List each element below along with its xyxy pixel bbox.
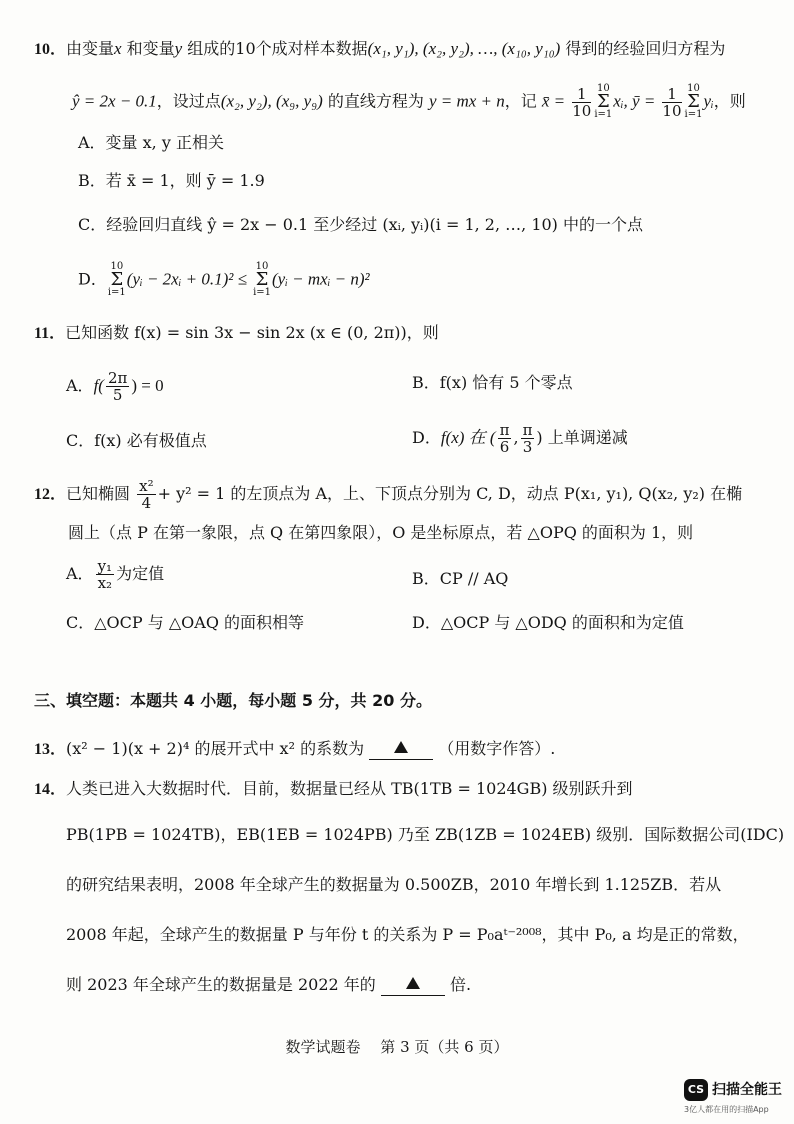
q12-option-c: C．△OCP 与 △OAQ 的面积相等 xyxy=(66,613,305,632)
q14-number: 14． xyxy=(34,781,67,798)
q11-a-fraction: $\frac{2\pi}{5}$ xyxy=(107,369,128,404)
q11-option-d: D．f(x) 在 ( $\frac{\pi}{6}$ , $\frac{\pi}{3}$ ) 上单调递减 xyxy=(412,421,628,456)
q14-line1: 14．人类已进入大数据时代．目前，数据量已经从 TB(1TB = 1024GB) 级别跃升到 xyxy=(34,779,633,798)
q12-ellipse-fraction: $\frac{\text{x²}}{4}$ xyxy=(139,477,154,512)
q13-stem: 13．(x² − 1)(x + 2)⁴ 的展开式中 x² 的系数为 （用数字作答）. xyxy=(34,739,556,758)
q10-d-sum-left: 10 Σ i=1 xyxy=(107,261,126,298)
q11-option-b: B．f(x) 恰有 5 个零点 xyxy=(412,373,573,392)
q11-option-a: A．f( $\frac{2\pi}{5}$ ) = 0 xyxy=(66,369,164,404)
q10-option-b: B．若 x̄ = 1，则 ȳ = 1.9 xyxy=(78,171,265,190)
camscanner-logo xyxy=(684,1077,792,1117)
logo-subtitle: 3亿人都在用的扫描App xyxy=(684,1105,769,1114)
q10-ybar-sum: 10 Σ i=1 xyxy=(684,83,703,120)
q12-number: 12． xyxy=(34,486,67,503)
page-footer: 数学试题卷 第 3 页（共 6 页） xyxy=(285,1038,509,1056)
q10-line2: ŷ = 2x − 0.1，设过点(x₂, y₂), (x₉, y₉) 的直线方程为 y = mx + n，记 x̄ = $\frac{1}{10}$ 10 Σ i=1 xᵢ, ȳ = $\frac{1}{10}$ 10 Σ i=1 yᵢ，则 xyxy=(72,83,746,120)
q11-d-fraction-2: $\frac{\pi}{3}$ xyxy=(522,421,533,456)
q12-option-d: D．△OCP 与 △ODQ 的面积和为定值 xyxy=(412,613,684,632)
q11-d-fraction-1: $\frac{\pi}{6}$ xyxy=(499,421,510,456)
q12-option-b: B．CP // AQ xyxy=(412,569,509,588)
q12-a-fraction: $\frac{\text{y₁}}{\text{x₂}}$ xyxy=(97,557,113,592)
q10-xbar-sum: 10 Σ i=1 xyxy=(594,83,613,120)
q11-stem: 11．已知函数 f(x) = sin 3x − sin 2x (x ∈ (0, 2π))，则 xyxy=(34,323,439,342)
q10-xbar-fraction: $\frac{1}{10}$ xyxy=(572,84,592,120)
q14-line2: PB(1PB = 1024TB)，EB(1EB = 1024PB) 乃至 ZB(1ZB = 1024EB) 级别．国际数据公司(IDC) xyxy=(66,825,785,844)
q12-line2: 圆上（点 P 在第一象限，点 Q 在第四象限），O 是坐标原点，若 △OPQ 的面积为 1，则 xyxy=(68,523,694,542)
q11-number: 11． xyxy=(34,325,66,342)
q10-number: 10． xyxy=(34,41,67,58)
triangle-icon xyxy=(394,741,408,753)
q10-d-sum-right: 10 Σ i=1 xyxy=(253,261,272,298)
cs-badge-icon: CS xyxy=(684,1079,708,1101)
q10-regression-equation: ŷ = 2x − 0.1 xyxy=(72,91,157,111)
logo-name: 扫描全能王 xyxy=(712,1082,782,1098)
q11-option-c: C．f(x) 必有极值点 xyxy=(66,431,207,450)
q10-option-d: D． 10 Σ i=1 (yᵢ − 2xᵢ + 0.1)² ≤ 10 Σ i=1 (yᵢ − mxᵢ − n)² xyxy=(78,261,370,298)
q10-option-a: A．变量 x, y 正相关 xyxy=(78,133,224,152)
section-3-heading: 三、填空题：本题共 4 小题，每小题 5 分，共 20 分。 xyxy=(34,691,432,710)
q12-line1: 12．已知椭圆 $\frac{\text{x²}}{4}$ + y² = 1 的左顶点为 A，上、下顶点分别为 C, D，动点 P(x₁, y₁), Q(x₂, y₂) 在椭 xyxy=(34,477,743,512)
q14-line3: 的研究结果表明，2008 年全球产生的数据量为 0.500ZB，2010 年增长到 1.125ZB．若从 xyxy=(66,875,722,894)
q14-line5: 则 2023 年全球产生的数据量是 2022 年的 倍. xyxy=(66,975,472,994)
q10-ybar-fraction: $\frac{1}{10}$ xyxy=(662,84,682,120)
q12-option-a: A． $\frac{\text{y₁}}{\text{x₂}}$ 为定值 xyxy=(66,557,165,592)
q13-answer-blank[interactable] xyxy=(369,737,433,760)
q10-line1: 10．由变量x 和变量y 组成的10个成对样本数据(x₁, y₁), (x₂, y₂), …, (x₁₀, y₁₀) 得到的经验回归方程为 xyxy=(34,39,726,58)
q10-option-c: C．经验回归直线 ŷ = 2x − 0.1 至少经过 (xᵢ, yᵢ)(i = 1, 2, …, 10) 中的一个点 xyxy=(78,215,644,234)
q14-line4: 2008 年起，全球产生的数据量 P 与年份 t 的关系为 P = P₀aᵗ⁻²⁰⁰⁸，其中 P₀, a 均是正的常数， xyxy=(66,925,749,944)
q13-number: 13． xyxy=(34,741,67,758)
triangle-icon xyxy=(406,977,420,989)
q14-answer-blank[interactable] xyxy=(381,973,445,996)
